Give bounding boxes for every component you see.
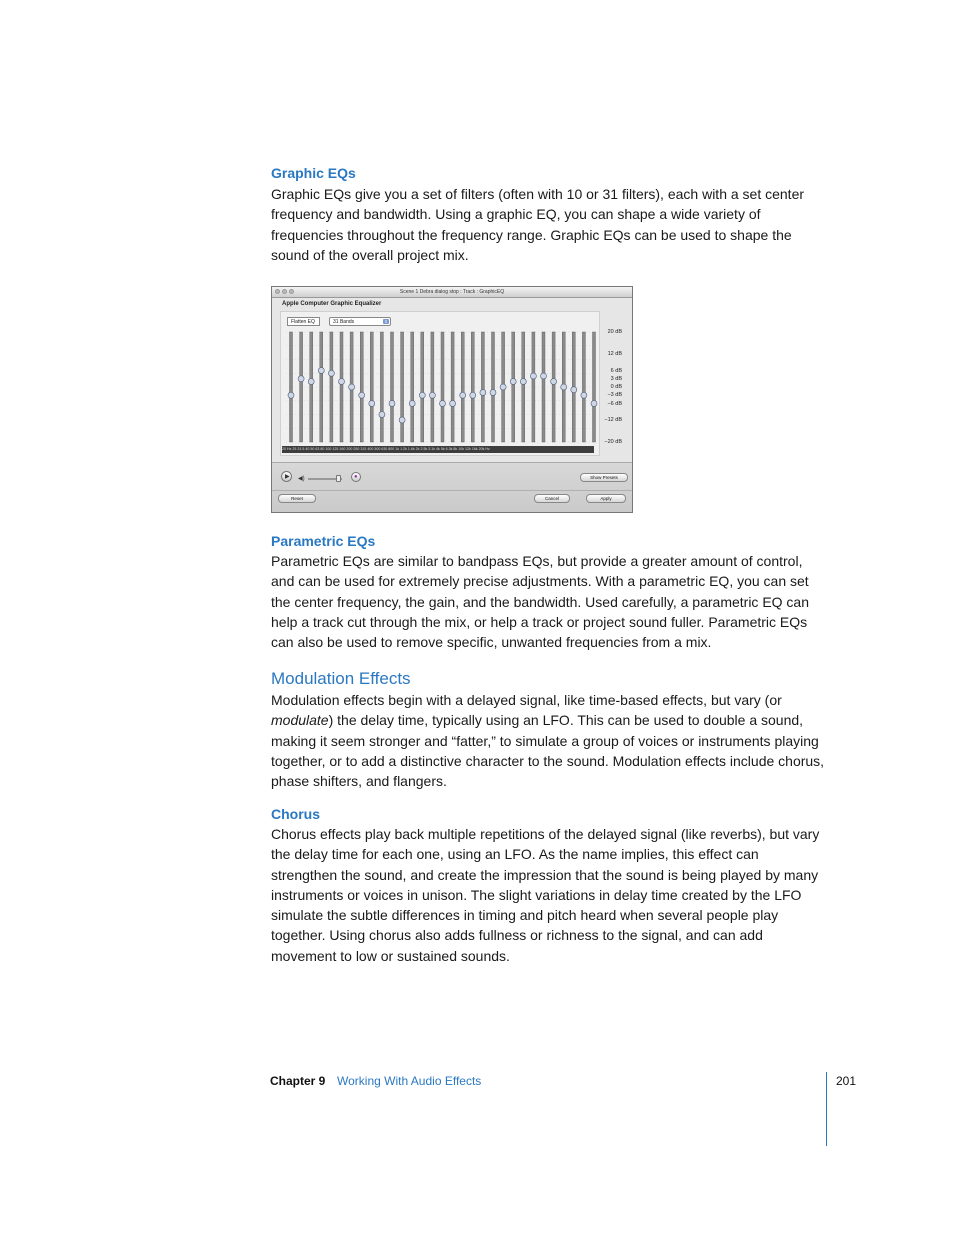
eq-band-track[interactable] bbox=[340, 332, 343, 442]
cancel-button[interactable]: Cancel bbox=[534, 494, 570, 503]
paragraph-parametric-eqs: Parametric EQs are similar to bandpass EQs, but provide a greater amount of control, and can be used for extremely precise adjustments. With a parametric EQ, you can set the center frequency, the gain, and the bandwidth. Used carefully, a parametric EQ can help a track cut through the mix, or help a track or project sound fuller. Parametric EQs can also be used to remove specific, unwanted frequencies from a mix. bbox=[271, 553, 810, 651]
modulation-text-end: ) the delay time, typically using an LFO. This can be used to double a sound, making it seem stronger and “fatter,” to simulate a group of voices or instruments playing together, or to add a distinctive character to the sound. Modulation effects include chorus, phase shifters, and flangers. bbox=[271, 712, 825, 790]
eq-band-knob[interactable] bbox=[480, 390, 486, 396]
eq-band-track[interactable] bbox=[492, 332, 495, 442]
paragraph-chorus: Chorus effects play back multiple repetitions of the delayed signal (like reverbs), but vary the delay time for each one, using an LFO. As the name implies, this effect can strengthen the sound, and create the impression that the sound is being played by many instruments or voices in unison. The slight variations in delay time created by the LFO simulate the subtle differences in timing and pitch heard when several people play together. Using chorus also adds fullness or richness to the signal, and can add movement to low or sustained sounds. bbox=[271, 826, 820, 964]
eq-band-track[interactable] bbox=[320, 332, 323, 442]
modulation-text-start: Modulation effects begin with a delayed signal, like time-based effects, but vary (or bbox=[271, 692, 782, 708]
eq-band-knob[interactable] bbox=[389, 401, 395, 407]
eq-band-track[interactable] bbox=[552, 332, 555, 442]
db-label: −12 dB bbox=[604, 417, 622, 423]
eq-band-track[interactable] bbox=[380, 332, 383, 442]
eq-band-track[interactable] bbox=[300, 332, 303, 442]
eq-band-track[interactable] bbox=[421, 332, 424, 442]
eq-band-track[interactable] bbox=[310, 332, 313, 442]
play-button[interactable] bbox=[281, 471, 292, 482]
db-label: 20 dB bbox=[607, 329, 622, 335]
footer-rule bbox=[826, 1072, 827, 1146]
heading-parametric-eqs: Parametric EQs bbox=[271, 533, 376, 549]
db-label: 12 dB bbox=[607, 351, 622, 357]
eq-band-track[interactable] bbox=[461, 332, 464, 442]
eq-band-knob[interactable] bbox=[409, 401, 415, 407]
heading-chorus: Chorus bbox=[271, 806, 320, 822]
apply-button[interactable]: Apply bbox=[586, 494, 626, 503]
db-label: 0 dB bbox=[610, 384, 622, 390]
eq-band-track[interactable] bbox=[512, 332, 515, 442]
eq-band-track[interactable] bbox=[532, 332, 535, 442]
eq-band-knob[interactable] bbox=[339, 379, 345, 385]
window-title: Scene 1 Debra dialog stop : Track : GraphicEQ bbox=[399, 289, 505, 295]
eq-band-track[interactable] bbox=[542, 332, 545, 442]
eq-band-knob[interactable] bbox=[318, 368, 324, 374]
graphic-eq-screenshot bbox=[271, 286, 633, 513]
eq-band-knob[interactable] bbox=[561, 384, 567, 390]
eq-band-track[interactable] bbox=[391, 332, 394, 442]
transport-divider bbox=[272, 490, 632, 491]
reset-button[interactable]: Reset bbox=[278, 494, 316, 503]
eq-band-knob[interactable] bbox=[571, 387, 577, 393]
db-label: −3 dB bbox=[607, 392, 622, 399]
eq-band-track[interactable] bbox=[481, 332, 484, 442]
eq-band-knob[interactable] bbox=[490, 390, 496, 396]
eq-band-knob[interactable] bbox=[500, 384, 506, 390]
eq-band-knob[interactable] bbox=[429, 392, 435, 398]
eq-band-track[interactable] bbox=[290, 332, 293, 442]
show-presets-button[interactable]: Show Presets bbox=[580, 473, 628, 482]
popup-arrows-icon: ⇕ bbox=[384, 319, 388, 324]
eq-band-knob[interactable] bbox=[530, 373, 536, 379]
heading-modulation-effects: Modulation Effects bbox=[271, 669, 411, 688]
paragraph-modulation-effects bbox=[271, 690, 827, 791]
play-icon: ▶ bbox=[285, 474, 290, 480]
eq-band-knob[interactable] bbox=[440, 401, 446, 407]
paragraph-graphic-eqs: Graphic EQs give you a set of filters (often with 10 or 31 filters), each with a set center frequency and bandwidth. Using a graphic EQ, you can shape a wide variety of frequencies throughout the frequency range. Graphic EQs can be used to shape the sound of the overall project mix. bbox=[271, 186, 805, 263]
eq-band-knob[interactable] bbox=[581, 392, 587, 398]
volume-slider-knob[interactable] bbox=[336, 475, 341, 482]
eq-band-knob[interactable] bbox=[328, 370, 334, 376]
eq-band-track[interactable] bbox=[582, 332, 585, 442]
eq-band-knob[interactable] bbox=[349, 384, 355, 390]
db-label: −20 dB bbox=[604, 439, 622, 445]
eq-band-track[interactable] bbox=[411, 332, 414, 442]
eq-band-track[interactable] bbox=[401, 332, 404, 442]
eq-band-track[interactable] bbox=[471, 332, 474, 442]
eq-band-knob[interactable] bbox=[520, 379, 526, 385]
eq-band-knob[interactable] bbox=[379, 412, 385, 418]
plugin-name: Apple Computer Graphic Equalizer bbox=[282, 301, 382, 307]
eq-band-knob[interactable] bbox=[369, 401, 375, 407]
eq-sliders[interactable] bbox=[272, 287, 602, 462]
record-icon: ● bbox=[354, 474, 358, 480]
eq-band-knob[interactable] bbox=[419, 392, 425, 398]
eq-band-knob[interactable] bbox=[470, 392, 476, 398]
eq-band-knob[interactable] bbox=[298, 376, 304, 382]
eq-band-knob[interactable] bbox=[551, 379, 557, 385]
frequency-strip: 20 Hz 25 31.5 40 50 63 80 100 125 160 200 250 315 400 500 630 800 1k 1.2k 1.6k 2k 2.5k 3.1k 4k 5k 6.3k 8k 10k 12k 16k 20k Hz bbox=[282, 446, 594, 453]
eq-band-track[interactable] bbox=[522, 332, 525, 442]
eq-band-knob[interactable] bbox=[359, 392, 365, 398]
db-scale bbox=[594, 287, 628, 457]
eq-band-knob[interactable] bbox=[510, 379, 516, 385]
eq-band-knob[interactable] bbox=[460, 392, 466, 398]
eq-band-track[interactable] bbox=[360, 332, 363, 442]
eq-band-track[interactable] bbox=[370, 332, 373, 442]
db-label: −6 dB bbox=[607, 400, 622, 407]
db-label: 6 dB bbox=[610, 367, 622, 374]
eq-band-track[interactable] bbox=[451, 332, 454, 442]
eq-band-knob[interactable] bbox=[541, 373, 547, 379]
heading-graphic-eqs: Graphic EQs bbox=[271, 165, 356, 181]
speaker-icon: ◀) bbox=[298, 476, 305, 482]
eq-band-knob[interactable] bbox=[288, 392, 294, 398]
flatten-eq-button[interactable]: Flatten EQ bbox=[287, 317, 320, 326]
db-label: 3 dB bbox=[610, 375, 622, 382]
eq-band-knob[interactable] bbox=[399, 417, 405, 423]
footer-chapter-label: Chapter 9 bbox=[270, 1074, 326, 1088]
page-number: 201 bbox=[836, 1074, 857, 1088]
eq-band-track[interactable] bbox=[431, 332, 434, 442]
eq-band-track[interactable] bbox=[330, 332, 333, 442]
transport-bar bbox=[272, 462, 632, 513]
footer-chapter-title: Working With Audio Effects bbox=[337, 1074, 482, 1088]
eq-band-track[interactable] bbox=[441, 332, 444, 442]
modulation-text-italic: modulate bbox=[271, 712, 329, 729]
eq-band-knob[interactable] bbox=[308, 379, 314, 385]
eq-band-knob[interactable] bbox=[450, 401, 456, 407]
bands-popup-label: 31 Bands bbox=[333, 319, 355, 325]
record-button[interactable] bbox=[351, 472, 361, 482]
